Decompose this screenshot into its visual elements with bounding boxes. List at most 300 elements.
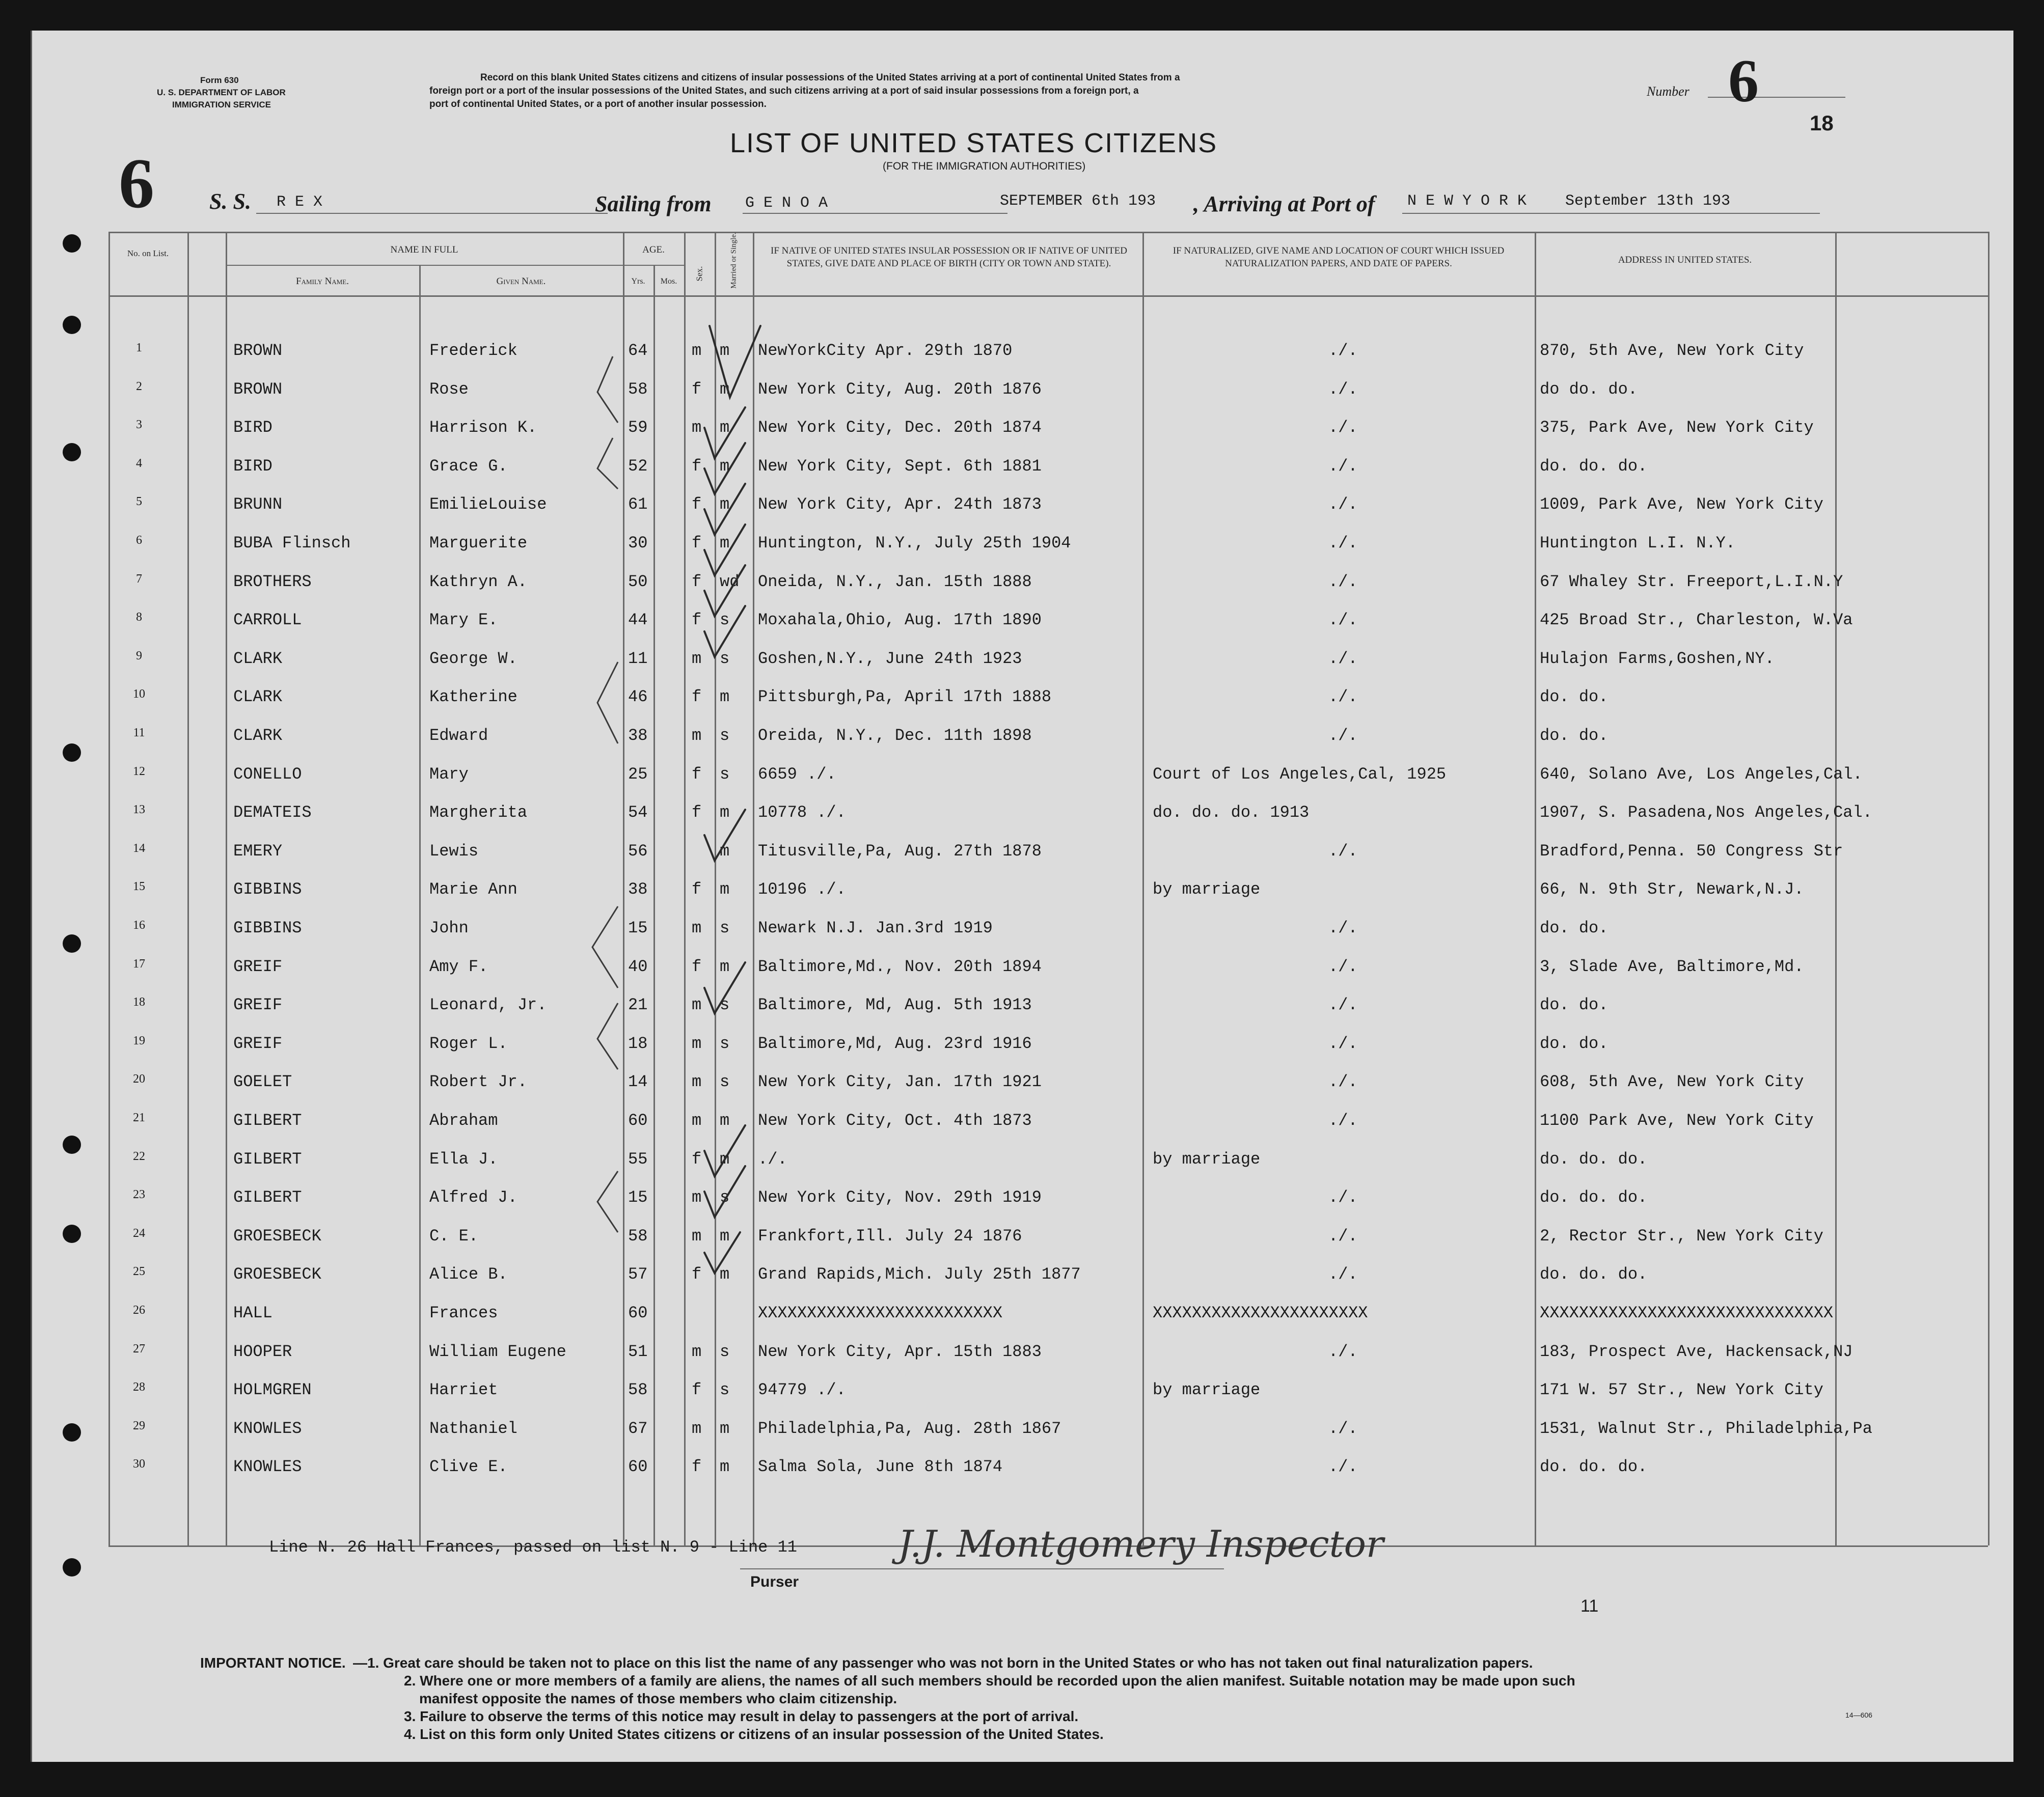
address: 171 W. 57 Str., New York City (1540, 1380, 1823, 1400)
address: 2, Rector Str., New York City (1540, 1226, 1823, 1246)
header-sex: Sex. (694, 266, 704, 282)
given-name: Roger L. (429, 1034, 508, 1053)
naturalization: ./. (1328, 379, 1358, 399)
sex: m (692, 418, 702, 437)
birth-place-date: Baltimore,Md, Aug. 23rd 1916 (758, 1034, 1032, 1053)
given-name: Lewis (429, 841, 479, 861)
row-number: 6 (136, 534, 142, 547)
address: do. do. do. (1540, 1149, 1648, 1169)
family-name: GROESBECK (233, 1226, 321, 1246)
marital-status: s (720, 611, 730, 630)
given-name: Leonard, Jr. (429, 996, 547, 1015)
family-name: KNOWLES (233, 1419, 302, 1438)
family-name: DEMATEIS (233, 803, 312, 822)
birth-place-date: 10778 ./. (758, 803, 846, 822)
row-number: 1 (136, 341, 142, 354)
row-number: 29 (133, 1419, 145, 1432)
family-name: BRUNN (233, 495, 283, 514)
row-number: 24 (133, 1226, 145, 1240)
address: Bradford,Penna. 50 Congress Str (1540, 841, 1843, 861)
header-yrs: Yrs. (631, 277, 645, 286)
naturalization: ./. (1328, 495, 1358, 514)
family-name: GILBERT (233, 1188, 302, 1207)
family-name: BUBA Flinsch (233, 534, 351, 552)
family-name: HALL (233, 1304, 272, 1322)
address: 67 Whaley Str. Freeport,L.I.N.Y (1540, 572, 1843, 591)
punch-hole (63, 743, 81, 762)
marital-status: m (720, 1226, 730, 1246)
stamp-11: 11 (1580, 1596, 1599, 1616)
given-name: Mary E. (429, 611, 498, 630)
header-no: No. on List. (127, 248, 169, 258)
row-number: 27 (133, 1342, 145, 1356)
age-years: 52 (628, 456, 648, 476)
marital-status: m (720, 379, 730, 399)
address: 375, Park Ave, New York City (1540, 418, 1814, 437)
birth-place-date: Grand Rapids,Mich. July 25th 1877 (758, 1265, 1081, 1284)
sex: f (692, 379, 702, 399)
marital-status: m (720, 687, 730, 707)
list-title: LIST OF UNITED STATES CITIZENS (730, 128, 1218, 158)
age-years: 61 (628, 495, 648, 514)
family-name: BROWN (233, 341, 283, 360)
punch-hole (63, 234, 81, 253)
row-number: 3 (136, 418, 142, 432)
purser-line (740, 1568, 1224, 1569)
notice-item-1: —1. Great care should be taken not to place on this list the name of any passenger who was not born in the United States or who has not taken out final naturalization papers. (353, 1655, 1533, 1671)
naturalization: ./. (1328, 1034, 1358, 1053)
given-name: Alfred J. (429, 1188, 517, 1207)
given-name: Katherine (429, 687, 517, 707)
age-years: 25 (628, 764, 648, 784)
marital-status: m (720, 534, 730, 552)
sex: m (692, 1072, 702, 1092)
birth-place-date: New York City, Aug. 20th 1876 (758, 379, 1042, 399)
age-years: 30 (628, 534, 648, 552)
row-number: 28 (133, 1380, 145, 1394)
given-name: Grace G. (429, 456, 508, 476)
row-number: 12 (133, 764, 145, 778)
given-name: Nathaniel (429, 1419, 517, 1438)
address: 1531, Walnut Str., Philadelphia,Pa (1540, 1419, 1872, 1438)
birth-place-date: Baltimore,Md., Nov. 20th 1894 (758, 957, 1042, 976)
number-value: 6 (1728, 47, 1759, 115)
row-number: 2 (136, 379, 142, 393)
page-number: 18 (1810, 111, 1834, 135)
table-top-border (108, 232, 1988, 233)
age-years: 54 (628, 803, 648, 822)
given-name: Margherita (429, 803, 528, 822)
address: Huntington L.I. N.Y. (1540, 534, 1736, 552)
sex: m (692, 1034, 702, 1053)
marital-status: m (720, 1419, 730, 1438)
row-number: 9 (136, 649, 142, 662)
birth-place-date: NewYorkCity Apr. 29th 1870 (758, 341, 1013, 360)
birth-place-date: Salma Sola, June 8th 1874 (758, 1457, 1003, 1477)
port-to-underline (1402, 213, 1820, 214)
family-name: HOLMGREN (233, 1380, 312, 1400)
ship-underline (256, 213, 608, 214)
line-note: Line N. 26 Hall Frances, passed on list N. 9 - Line 11 (269, 1538, 797, 1557)
birth-place-date: Baltimore, Md, Aug. 5th 1913 (758, 996, 1032, 1015)
family-name: GREIF (233, 996, 283, 1015)
print-code: 14—606 (1845, 1711, 1872, 1719)
marital-status: s (720, 919, 730, 937)
arriving-label: , Arriving at Port of (1193, 191, 1375, 216)
naturalization: ./. (1328, 1111, 1358, 1130)
port-from: G E N O A (745, 195, 828, 212)
marital-status: m (720, 1265, 730, 1284)
marital-status: m (720, 1149, 730, 1169)
given-name: Ella J. (429, 1149, 498, 1169)
col-line (1535, 232, 1536, 1545)
naturalization: ./. (1328, 687, 1358, 707)
given-name: Kathryn A. (429, 572, 528, 591)
row-number: 26 (133, 1304, 145, 1317)
row-number: 21 (133, 1111, 145, 1124)
age-years: 18 (628, 1034, 648, 1053)
sex: f (692, 611, 702, 630)
age-years: 14 (628, 1072, 648, 1092)
manifest-sheet (31, 31, 2013, 1762)
family-name: BROTHERS (233, 572, 312, 591)
given-name: Clive E. (429, 1457, 508, 1477)
header-address: ADDRESS IN UNITED STATES. (1618, 255, 1752, 265)
naturalization: ./. (1328, 611, 1358, 630)
given-name: William Eugene (429, 1342, 566, 1361)
sex: f (692, 687, 702, 707)
marital-status: s (720, 1380, 730, 1400)
birth-place-date: Oneida, N.Y., Jan. 15th 1888 (758, 572, 1032, 591)
sex: m (692, 919, 702, 937)
row-number: 22 (133, 1149, 145, 1163)
row-number: 17 (133, 957, 145, 971)
punch-hole (63, 1225, 81, 1243)
marital-status: m (720, 418, 730, 437)
sex: m (692, 1188, 702, 1207)
sex: f (692, 534, 702, 552)
age-years: 15 (628, 1188, 648, 1207)
given-name: Abraham (429, 1111, 498, 1130)
header-birth: IF NATIVE OF UNITED STATES INSULAR POSSESSION OR IF NATIVE OF UNITED STATES, GIVE DATE AND PLACE OF BIRTH (CITY OR TOWN AND STATE). (771, 245, 1127, 269)
birth-place-date: Newark N.J. Jan.3rd 1919 (758, 919, 993, 937)
age-years: 38 (628, 880, 648, 899)
family-name: CARROLL (233, 611, 302, 630)
address: 608, 5th Ave, New York City (1540, 1072, 1804, 1092)
naturalization: ./. (1328, 456, 1358, 476)
sex: f (692, 572, 702, 591)
address: 640, Solano Ave, Los Angeles,Cal. (1540, 764, 1863, 784)
family-name: BIRD (233, 418, 272, 437)
sex: f (692, 957, 702, 976)
sex: m (692, 996, 702, 1015)
naturalization: by marriage (1153, 1149, 1261, 1169)
sex: f (692, 1265, 702, 1284)
punch-hole (63, 443, 81, 461)
marital-status: s (720, 726, 730, 745)
address: do do. do. (1540, 379, 1638, 399)
row-number: 19 (133, 1034, 145, 1047)
marital-status: s (720, 1034, 730, 1053)
family-name: KNOWLES (233, 1457, 302, 1477)
naturalization: ./. (1328, 1265, 1358, 1284)
address: 66, N. 9th Str, Newark,N.J. (1540, 880, 1804, 899)
naturalization: ./. (1328, 919, 1358, 937)
age-years: 64 (628, 341, 648, 360)
sex: f (692, 495, 702, 514)
birth-place-date: XXXXXXXXXXXXXXXXXXXXXXXXX (758, 1304, 1003, 1322)
form-number: Form 630 (200, 75, 239, 85)
marital-status: m (720, 803, 730, 822)
family-name: CLARK (233, 726, 283, 745)
given-name: Edward (429, 726, 488, 745)
naturalization: ./. (1328, 726, 1358, 745)
list-subtitle: (FOR THE IMMIGRATION AUTHORITIES) (883, 160, 1086, 172)
birth-place-date: 10196 ./. (758, 880, 846, 899)
age-years: 60 (628, 1111, 648, 1130)
row-number: 4 (136, 456, 142, 470)
notice-item-2b: manifest opposite the names of those members who claim citizenship. (419, 1691, 897, 1706)
address: 1009, Park Ave, New York City (1540, 495, 1823, 514)
sex: m (692, 1226, 702, 1246)
family-name: GILBERT (233, 1149, 302, 1169)
col-line (108, 232, 110, 1545)
birth-place-date: Titusville,Pa, Aug. 27th 1878 (758, 841, 1042, 861)
sex: m (692, 341, 702, 360)
port-from-underline (743, 213, 1007, 214)
row-number: 23 (133, 1188, 145, 1202)
naturalization: by marriage (1153, 880, 1261, 899)
birth-place-date: Frankfort,Ill. July 24 1876 (758, 1226, 1022, 1246)
header-name-in-full: NAME IN FULL (390, 244, 458, 255)
address: Hulajon Farms,Goshen,NY. (1540, 649, 1775, 668)
marital-status: m (720, 841, 730, 861)
row-number: 18 (133, 996, 145, 1009)
marital-status: s (720, 1342, 730, 1361)
address: do. do. do. (1540, 1188, 1648, 1207)
address: do. do. do. (1540, 456, 1648, 476)
birth-place-date: New York City, Jan. 17th 1921 (758, 1072, 1042, 1092)
naturalization: ./. (1328, 572, 1358, 591)
bracket-marks-drawing (541, 336, 643, 1253)
purser-label: Purser (750, 1573, 799, 1590)
birth-place-date: Philadelphia,Pa, Aug. 28th 1867 (758, 1419, 1061, 1438)
header-family-name: Family Name. (296, 276, 349, 287)
naturalization: ./. (1328, 841, 1358, 861)
sex: f (692, 456, 702, 476)
naturalization: ./. (1328, 1226, 1358, 1246)
given-name: George W. (429, 649, 517, 668)
naturalization: XXXXXXXXXXXXXXXXXXXXXX (1153, 1304, 1368, 1322)
sex: m (692, 1342, 702, 1361)
address: 425 Broad Str., Charleston, W.Va (1540, 611, 1853, 630)
inspector-signature: J.J. Montgomery Inspector (898, 1523, 1384, 1565)
age-years: 44 (628, 611, 648, 630)
port-to: N E W Y O R K (1407, 192, 1527, 210)
family-name: CLARK (233, 649, 283, 668)
row-number: 5 (136, 495, 142, 509)
row-number: 13 (133, 803, 145, 817)
naturalization: ./. (1328, 341, 1358, 360)
marital-status: wd (720, 572, 740, 591)
age-years: 67 (628, 1419, 648, 1438)
family-name: GOELET (233, 1072, 292, 1092)
sex: f (692, 1457, 702, 1477)
age-years: 11 (628, 649, 648, 668)
row-number: 8 (136, 611, 142, 624)
department: U. S. DEPARTMENT OF LABOR (157, 88, 286, 97)
age-years: 60 (628, 1304, 648, 1322)
given-name: Frances (429, 1304, 498, 1322)
naturalization: ./. (1328, 1342, 1358, 1361)
given-name: John (429, 919, 469, 937)
marital-status: m (720, 880, 730, 899)
birth-place-date: New York City, Oct. 4th 1873 (758, 1111, 1032, 1130)
birth-place-date: Pittsburgh,Pa, April 17th 1888 (758, 687, 1052, 707)
header-given-name: Given Name. (496, 276, 546, 287)
row-number: 30 (133, 1457, 145, 1471)
address: do. do. (1540, 1034, 1609, 1053)
notice-title: IMPORTANT NOTICE. (200, 1655, 346, 1671)
address: 870, 5th Ave, New York City (1540, 341, 1804, 360)
marital-status: m (720, 957, 730, 976)
naturalization: ./. (1328, 1419, 1358, 1438)
age-years: 15 (628, 919, 648, 937)
birth-place-date: New York City, Dec. 20th 1874 (758, 418, 1042, 437)
naturalization: ./. (1328, 957, 1358, 976)
family-name: EMERY (233, 841, 283, 861)
given-name: Marie Ann (429, 880, 517, 899)
family-name: GREIF (233, 1034, 283, 1053)
age-years: 55 (628, 1149, 648, 1169)
naturalization: ./. (1328, 1457, 1358, 1477)
notice-item-3: 3. Failure to observe the terms of this notice may result in delay to passengers at the port of arrival. (404, 1708, 1079, 1724)
sex: f (692, 880, 702, 899)
number-label: Number (1647, 84, 1689, 99)
family-name: GIBBINS (233, 880, 302, 899)
family-name: BROWN (233, 379, 283, 399)
sex: m (692, 1111, 702, 1130)
birth-place-date: 6659 ./. (758, 764, 836, 784)
age-years: 46 (628, 687, 648, 707)
age-years: 51 (628, 1342, 648, 1361)
given-name: EmilieLouise (429, 495, 547, 514)
address: do. do. (1540, 996, 1609, 1015)
age-years: 58 (628, 379, 648, 399)
naturalization: by marriage (1153, 1380, 1261, 1400)
marital-status: s (720, 996, 730, 1015)
address: do. do. (1540, 726, 1609, 745)
given-name: Mary (429, 764, 469, 784)
date-to: September 13th 193 (1565, 192, 1731, 210)
age-years: 58 (628, 1226, 648, 1246)
age-years: 40 (628, 957, 648, 976)
family-name: GIBBINS (233, 919, 302, 937)
given-name: Robert Jr. (429, 1072, 528, 1092)
marital-status: s (720, 764, 730, 784)
sex: m (692, 649, 702, 668)
birth-place-date: Oreida, N.Y., Dec. 11th 1898 (758, 726, 1032, 745)
age-years: 57 (628, 1265, 648, 1284)
birth-place-date: New York City, Apr. 24th 1873 (758, 495, 1042, 514)
birth-place-date: New York City, Apr. 15th 1883 (758, 1342, 1042, 1361)
marital-status: m (720, 456, 730, 476)
sex: f (692, 803, 702, 822)
notice-item-4: 4. List on this form only United States citizens or citizens of an insular possession of the United States. (404, 1726, 1104, 1742)
col-line (1142, 232, 1144, 1545)
given-name: Alice B. (429, 1265, 508, 1284)
given-name: Harriet (429, 1380, 498, 1400)
marital-status: m (720, 1457, 730, 1477)
naturalization: ./. (1328, 1072, 1358, 1092)
birth-place-date: New York City, Sept. 6th 1881 (758, 456, 1042, 476)
family-name: GROESBECK (233, 1265, 321, 1284)
marital-status: s (720, 1072, 730, 1092)
punch-hole (63, 934, 81, 953)
age-years: 58 (628, 1380, 648, 1400)
sex: m (692, 1419, 702, 1438)
birth-place-date: Huntington, N.Y., July 25th 1904 (758, 534, 1071, 552)
address: do. do. do. (1540, 1457, 1648, 1477)
punch-hole (63, 316, 81, 334)
header-bottom-border (108, 295, 1988, 297)
age-years: 60 (628, 1457, 648, 1477)
family-name: GREIF (233, 957, 283, 976)
row-number: 11 (133, 726, 145, 739)
notice-item-2a: 2. Where one or more members of a family are aliens, the names of all such members should be recorded upon the alien manifest. Suitable notation may be made upon such (404, 1673, 1575, 1689)
address: do. do. (1540, 919, 1609, 937)
sex: f (692, 1380, 702, 1400)
naturalization: ./. (1328, 649, 1358, 668)
header-married: Married or Single. (729, 232, 738, 289)
naturalization: ./. (1328, 534, 1358, 552)
sex: f (692, 764, 702, 784)
naturalization: ./. (1328, 996, 1358, 1015)
punch-hole (63, 1558, 81, 1577)
row-number: 20 (133, 1072, 145, 1086)
row-number: 7 (136, 572, 142, 586)
given-name: Harrison K. (429, 418, 537, 437)
header-naturalized: IF NATURALIZED, GIVE NAME AND LOCATION OF COURT WHICH ISSUED NATURALIZATION PAPERS, AND DATE OF PAPERS. (1173, 245, 1505, 269)
name-sub-border (226, 265, 653, 266)
col-line (226, 232, 227, 1545)
address: 1100 Park Ave, New York City (1540, 1111, 1814, 1130)
instructions-line-1: Record on this blank United States citizens and citizens of insular possessions of the United States arriving at a port of continental United States from a (480, 72, 1180, 83)
punch-hole (63, 1136, 81, 1154)
header-mos: Mos. (660, 277, 677, 286)
side-number: 6 (119, 144, 154, 223)
family-name: BIRD (233, 456, 272, 476)
naturalization: do. do. do. 1913 (1153, 803, 1310, 822)
given-name: Frederick (429, 341, 517, 360)
col-line (419, 265, 421, 1545)
birth-place-date: Moxahala,Ohio, Aug. 17th 1890 (758, 611, 1042, 630)
given-name: Rose (429, 379, 469, 399)
row-number: 25 (133, 1265, 145, 1279)
col-line (187, 232, 189, 1545)
instructions-line-3: port of continental United States, or a port of another insular possession. (429, 99, 767, 109)
marital-status: m (720, 341, 730, 360)
age-years: 38 (628, 726, 648, 745)
birth-place-date: New York City, Nov. 29th 1919 (758, 1188, 1042, 1207)
row-number: 15 (133, 880, 145, 894)
birth-place-date: Goshen,N.Y., June 24th 1923 (758, 649, 1022, 668)
header-age: AGE. (642, 244, 665, 255)
address: do. do. do. (1540, 1265, 1648, 1284)
family-name: HOOPER (233, 1342, 292, 1361)
service: IMMIGRATION SERVICE (172, 100, 271, 109)
given-name: C. E. (429, 1226, 479, 1246)
